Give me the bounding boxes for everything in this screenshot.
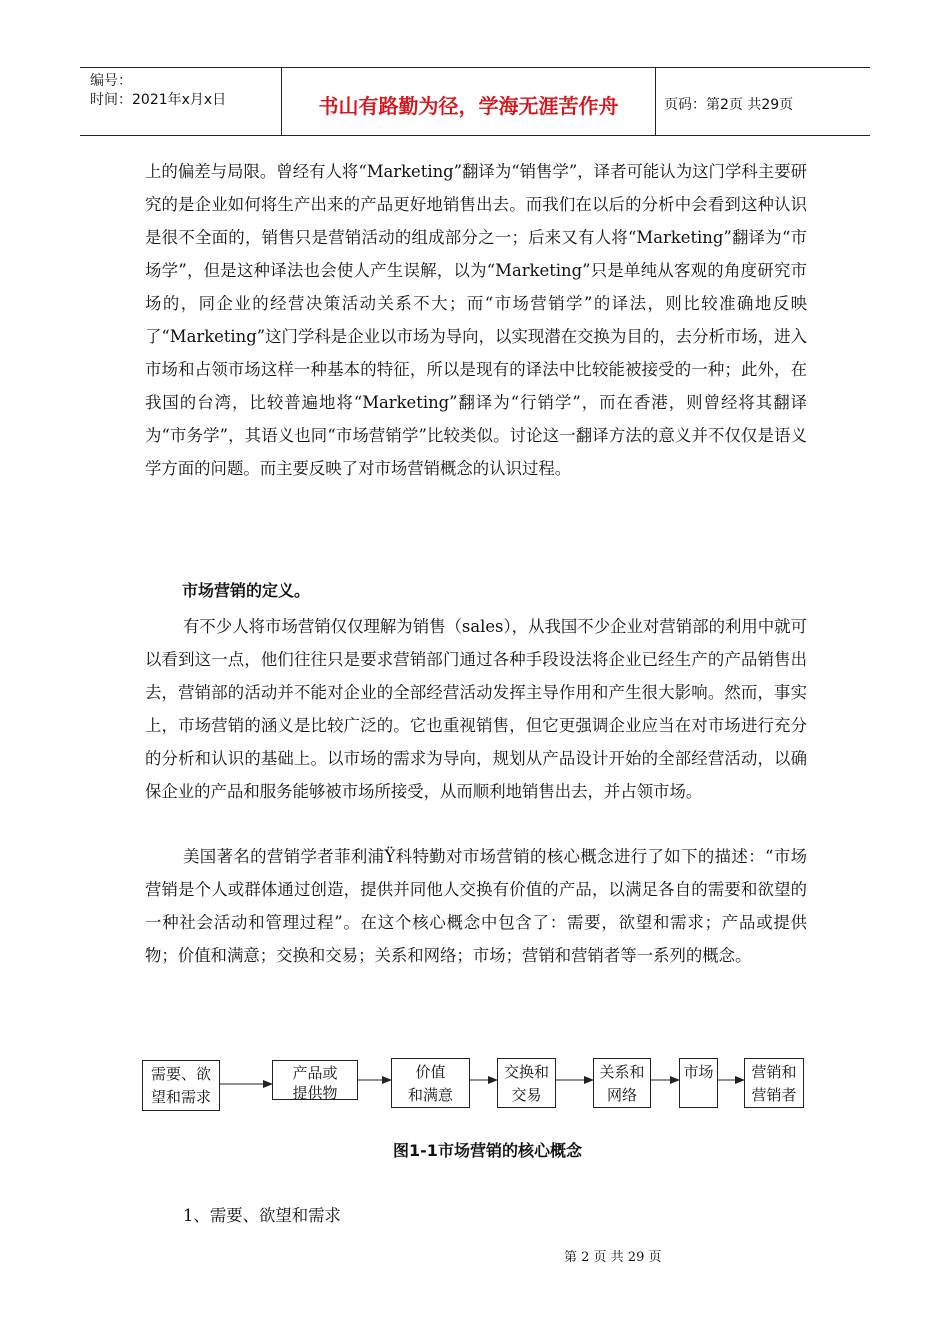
paragraph-2: 有不少人将市场营销仅仅理解为销售（sales），从我国不少企业对营销部的利用中就可以看到这一点，他们往往只是要求营销部门通过各种手段设法将企业已经生产的产品销售出去，营销部的活动并不能对企业的全部经营活动发挥主导作用和产生很大影响。然而，事实上，市场营销的涵义是比较广泛的。它也重视销售，但它更强调企业应当在对市场进行充分的分析和认识的基础上。以市场的需求为导向，规划从产品设计开始的全部经营活动，以确保企业的产品和服务能够被市场所接受，从而顺利地销售出去，并占领市场。 xyxy=(145,617,807,801)
page-header xyxy=(80,67,870,136)
section-heading: 市场营销的定义。 xyxy=(182,581,311,600)
time-label: 时间：2021年x月x日 xyxy=(90,92,227,108)
paragraph-3: 美国著名的营销学者菲利浦Ÿ科特勤对市场营销的核心概念进行了如下的描述：“市场营销是个人或群体通过创造，提供并同他人交换有价值的产品，以满足各自的需要和欲望的一种社会活动和管理过程”。在这个核心概念中包含了：需要，欲望和需求；产品或提供物；价值和满意；交换和交易；关系和网络；市场；营销和营销者等一系列的概念。 xyxy=(145,847,807,965)
concept-box-needs: 需要、欲 望和需求 xyxy=(142,1060,220,1111)
concept-box-value: 价值 和满意 xyxy=(391,1058,470,1108)
paragraph-1: 上的偏差与局限。曾经有人将“Marketing”翻译为“销售学”，译者可能认为这门学科主要研究的是企业如何将生产出来的产品更好地销售出去。而我们在以后的分析中会看到这种认识是很不全面的，销售只是营销活动的组成部分之一；后来又有人将“Marketing”翻译为“市场学”，但是这种译法也会使人产生误解，以为“Marketing”只是单纯从客观的角度研究市场的，同企业的经营决策活动关系不大；而“市场营销学”的译法，则比较准确地反映了“Marketing”这门学科是企业以市场为导向，以实现潜在交换为目的，去分析市场，进入市场和占领市场这样一种基本的特征，所以是现有的译法中比较能被接受的一种；此外，在我国的台湾，比较普遍地将“Marketing”翻译为“行销学”，而在香港，则曾经将其翻译为“市务学”，其语义也同“市场营销学”比较类似。讨论这一翻译方法的意义并不仅仅是语义学方面的问题。而主要反映了对市场营销概念的认识过程。 xyxy=(145,162,807,478)
header-motto: 书山有路勤为径，学海无涯苦作舟 xyxy=(282,68,656,135)
header-meta xyxy=(80,68,282,135)
concept-box-marketers: 营销和 营销者 xyxy=(744,1058,804,1108)
figure-caption: 图1-1市场营销的核心概念 xyxy=(393,1141,582,1160)
number-label: 编号： xyxy=(90,73,132,89)
concept-box-exchange: 交换和 交易 xyxy=(497,1058,556,1108)
concept-box-products: 产品或 提供物 xyxy=(272,1060,358,1100)
concept-box-market: 市场 xyxy=(679,1058,718,1108)
subheading: 1、需要、欲望和需求 xyxy=(183,1206,341,1225)
header-page-info: 页码：第2页 共29页 xyxy=(664,96,794,113)
concept-box-relationships: 关系和 网络 xyxy=(593,1058,651,1108)
page-footer: 第 2 页 共 29 页 xyxy=(564,1250,662,1265)
